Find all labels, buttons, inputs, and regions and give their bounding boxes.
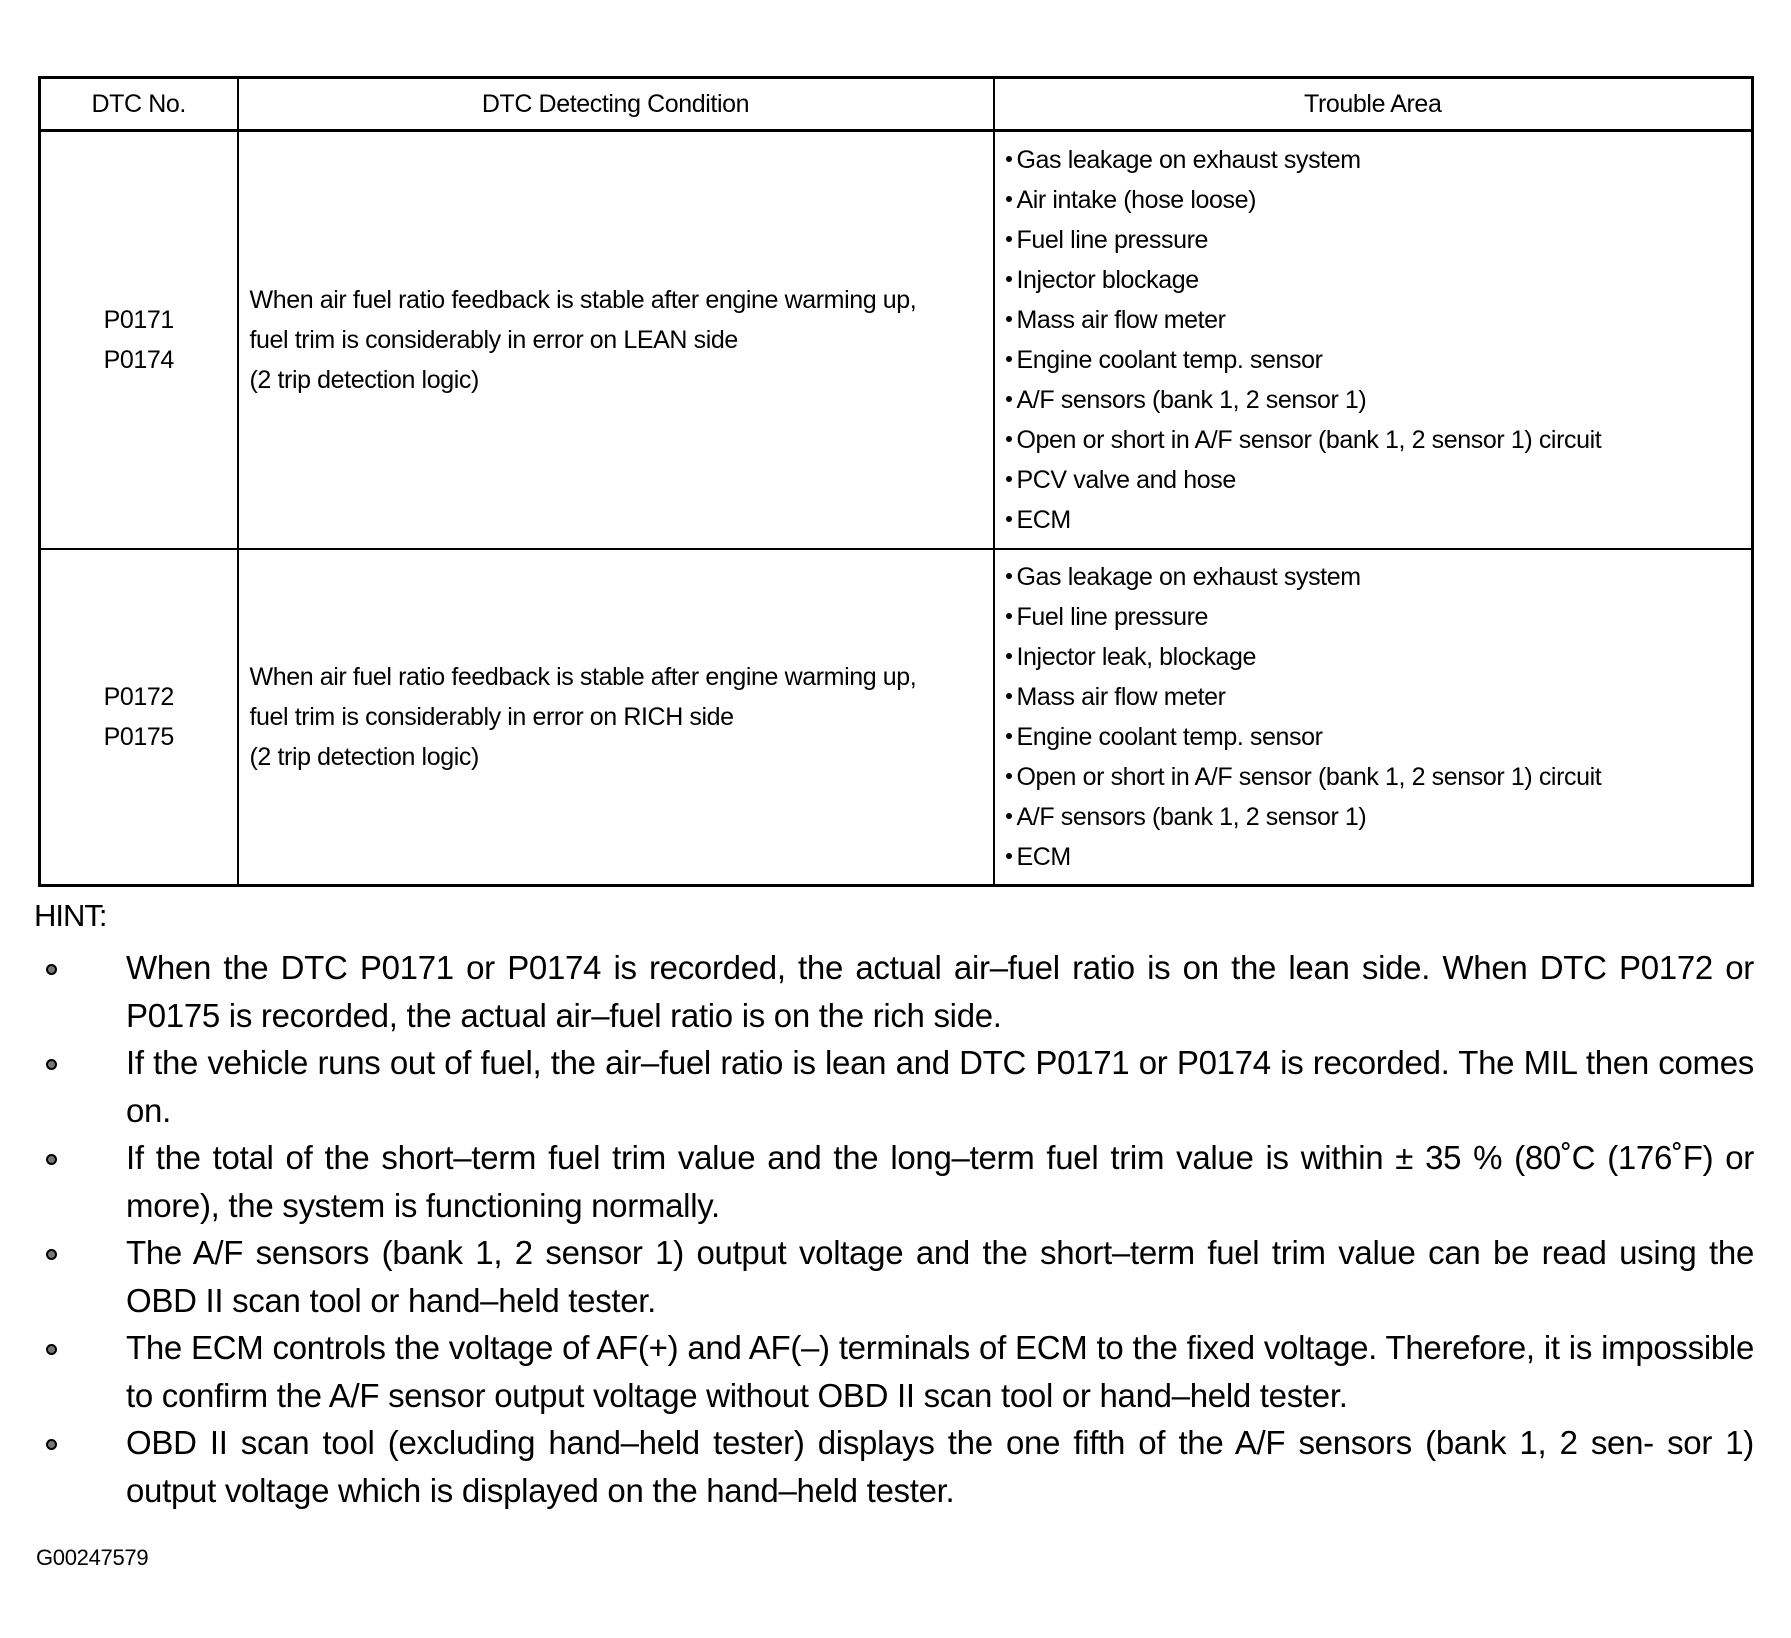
bullet-icon	[1006, 196, 1012, 202]
trouble-area-list	[1006, 557, 1752, 877]
trouble-area-item	[1006, 500, 1752, 540]
trouble-area-text: Mass air flow meter	[1016, 306, 1226, 334]
dtc-table	[38, 76, 1754, 887]
trouble-area-item	[1006, 300, 1752, 340]
trouble-area-text: Fuel line pressure	[1016, 226, 1209, 254]
trouble-area-item	[1006, 380, 1752, 420]
bullet-icon	[46, 1249, 57, 1260]
bullet-icon	[1006, 436, 1012, 442]
bullet-icon	[46, 1059, 57, 1070]
bullet-icon	[1006, 853, 1012, 859]
trouble-area-item	[1006, 717, 1752, 757]
trouble-area-item	[1006, 677, 1752, 717]
trouble-area-item	[1006, 460, 1752, 500]
bullet-icon	[46, 964, 57, 975]
trouble-area-item	[1006, 340, 1752, 380]
trouble-area-item	[1006, 420, 1752, 460]
trouble-area-text: Open or short in A/F sensor (bank 1, 2 sensor 1) circuit	[1016, 426, 1602, 454]
trouble-area-item	[1006, 637, 1752, 677]
dtc-number: P0172 P0175	[103, 683, 174, 751]
detecting-condition-cell: When air fuel ratio feedback is stable after engine warming up, fuel trim is considerably in error on LEAN side (2 trip detection logic)	[238, 131, 994, 550]
trouble-area-item	[1006, 180, 1752, 220]
document-id: G00247579	[36, 1545, 149, 1570]
trouble-area-text: Mass air flow meter	[1016, 683, 1226, 711]
trouble-area-text: Injector leak, blockage	[1016, 643, 1257, 671]
trouble-area-item	[1006, 260, 1752, 300]
bullet-icon	[1006, 773, 1012, 779]
hint-list	[34, 944, 1754, 1514]
trouble-area-cell	[994, 131, 1753, 550]
trouble-area-text: Engine coolant temp. sensor	[1016, 723, 1323, 751]
table-row	[40, 131, 1753, 550]
bullet-icon	[1006, 693, 1012, 699]
bullet-icon	[1006, 396, 1012, 402]
trouble-area-text: PCV valve and hose	[1016, 466, 1236, 494]
bullet-icon	[1006, 156, 1012, 162]
trouble-area-text: Injector blockage	[1016, 266, 1199, 294]
trouble-area-cell	[994, 549, 1753, 886]
bullet-icon	[1006, 733, 1012, 739]
hint-item	[34, 1134, 1754, 1229]
hint-item	[34, 1419, 1754, 1514]
bullet-icon	[1006, 813, 1012, 819]
hint-item	[34, 1229, 1754, 1324]
header-dtc-no: DTC No.	[40, 78, 238, 131]
trouble-area-text: A/F sensors (bank 1, 2 sensor 1)	[1016, 803, 1367, 831]
bullet-icon	[1006, 613, 1012, 619]
header-detecting-condition: DTC Detecting Condition	[238, 78, 994, 131]
bullet-icon	[1006, 653, 1012, 659]
trouble-area-text: ECM	[1016, 506, 1071, 534]
hint-title: HINT:	[34, 898, 107, 933]
detecting-condition-cell: When air fuel ratio feedback is stable after engine warming up, fuel trim is considerably in error on RICH side (2 trip detection logic)	[238, 549, 994, 886]
bullet-icon	[1006, 356, 1012, 362]
hint-text: If the vehicle runs out of fuel, the air–fuel ratio is lean and DTC P0171 or P0174 is recorded. The MIL then comes on.	[126, 1044, 1754, 1129]
bullet-icon	[1006, 316, 1012, 322]
hint-text: OBD II scan tool (excluding hand–held tester) displays the one fifth of the A/F sensors (bank 1, 2 sen- sor 1) output voltage which is displayed on the hand–held tester.	[126, 1424, 1754, 1509]
trouble-area-item	[1006, 757, 1752, 797]
hint-text: If the total of the short–term fuel trim value and the long–term fuel trim value is within ± 35 % (80˚C (176˚F) or more), the system is functioning normally.	[126, 1139, 1754, 1224]
table-header-row	[40, 78, 1753, 131]
hint-item	[34, 944, 1754, 1039]
bullet-icon	[1006, 236, 1012, 242]
bullet-icon	[1006, 573, 1012, 579]
bullet-icon	[1006, 276, 1012, 282]
hint-text: The ECM controls the voltage of AF(+) and AF(–) terminals of ECM to the fixed voltage. Therefore, it is impossible to confirm the A/F sensor output voltage without OBD II scan tool or hand–held tester.	[126, 1329, 1754, 1414]
dtc-number: P0171 P0174	[103, 306, 174, 374]
trouble-area-item	[1006, 140, 1752, 180]
bullet-icon	[1006, 516, 1012, 522]
trouble-area-list	[1006, 140, 1752, 540]
trouble-area-text: Air intake (hose loose)	[1016, 186, 1257, 214]
bullet-icon	[46, 1154, 57, 1165]
trouble-area-text: Fuel line pressure	[1016, 603, 1209, 631]
bullet-icon	[46, 1439, 57, 1450]
trouble-area-item	[1006, 797, 1752, 837]
trouble-area-text: Open or short in A/F sensor (bank 1, 2 sensor 1) circuit	[1016, 763, 1602, 791]
trouble-area-item	[1006, 837, 1752, 877]
header-trouble-area: Trouble Area	[994, 78, 1753, 131]
trouble-area-item	[1006, 597, 1752, 637]
hint-text: The A/F sensors (bank 1, 2 sensor 1) output voltage and the short–term fuel trim value can be read using the OBD II scan tool or hand–held tester.	[126, 1234, 1754, 1319]
dtc-number-cell	[40, 549, 238, 886]
trouble-area-item	[1006, 557, 1752, 597]
dtc-number-cell	[40, 131, 238, 550]
hint-item	[34, 1324, 1754, 1419]
hint-text: When the DTC P0171 or P0174 is recorded, the actual air–fuel ratio is on the lean side. When DTC P0172 or P0175 is recorded, the actual air–fuel ratio is on the rich side.	[126, 949, 1754, 1034]
bullet-icon	[1006, 476, 1012, 482]
trouble-area-text: A/F sensors (bank 1, 2 sensor 1)	[1016, 386, 1367, 414]
bullet-icon	[46, 1344, 57, 1355]
trouble-area-item	[1006, 220, 1752, 260]
trouble-area-text: Gas leakage on exhaust system	[1016, 146, 1361, 174]
table-row	[40, 549, 1753, 886]
trouble-area-text: Gas leakage on exhaust system	[1016, 563, 1361, 591]
hint-item	[34, 1039, 1754, 1134]
trouble-area-text: Engine coolant temp. sensor	[1016, 346, 1323, 374]
trouble-area-text: ECM	[1016, 843, 1071, 871]
